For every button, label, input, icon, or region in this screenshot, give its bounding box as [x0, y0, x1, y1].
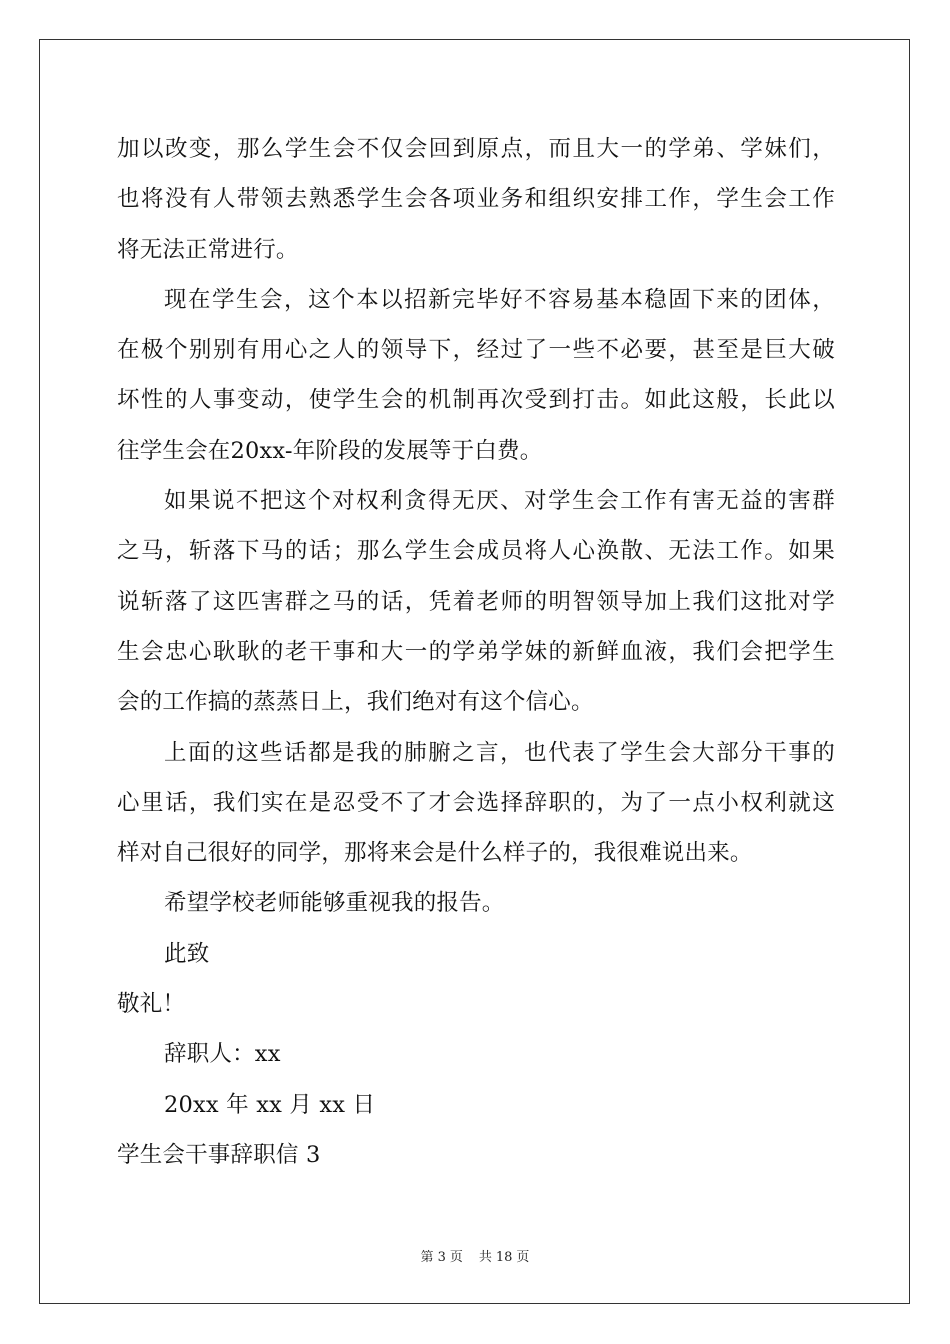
text-line: 在极个别别有用心之人的领导下，经过了一些不必要，甚至是巨大破	[117, 337, 835, 364]
salutation-line: 此致	[164, 940, 210, 967]
footer-page-prefix: 第	[420, 1250, 434, 1265]
text-line: 往学生会在20xx-年阶段的发展等于白费。	[117, 437, 543, 464]
date-line: 20xx 年 xx 月 xx 日	[164, 1091, 376, 1118]
paragraph-start: 现在学生会，这个本以招新完毕好不容易基本稳固下来的团体，	[164, 286, 835, 313]
page-footer	[0, 1246, 950, 1265]
text-line: 将无法正常进行。	[117, 236, 299, 263]
text-line: 之马，斩落下马的话；那么学生会成员将人心涣散、无法工作。如果	[117, 538, 835, 565]
text-line: 会的工作搞的蒸蒸日上，我们绝对有这个信心。	[117, 689, 594, 716]
text-line: 心里话，我们实在是忍受不了才会选择辞职的，为了一点小权利就这	[117, 789, 835, 816]
text-line: 生会忠心耿耿的老干事和大一的学弟学妹的新鲜血液，我们会把学生	[117, 638, 835, 665]
document-body	[117, 124, 835, 1180]
footer-total-prefix: 共	[478, 1250, 492, 1265]
footer-total-pages: 18	[495, 1250, 513, 1265]
paragraph-start: 上面的这些话都是我的肺腑之言，也代表了学生会大部分干事的	[164, 739, 835, 766]
text-line: 坏性的人事变动，使学生会的机制再次受到打击。如此这般，长此以	[117, 387, 835, 414]
footer-total-suffix: 页	[516, 1250, 530, 1265]
text-line: 样对自己很好的同学，那将来会是什么样子的，我很难说出来。	[117, 840, 753, 867]
text-line: 也将没有人带领去熟悉学生会各项业务和组织安排工作，学生会工作	[117, 186, 835, 213]
salutation-line: 敬礼！	[117, 991, 186, 1018]
footer-page-suffix: 页	[449, 1250, 463, 1265]
text-line: 加以改变，那么学生会不仅会回到原点，而且大一的学弟、学妹们，	[117, 136, 835, 162]
paragraph-start: 如果说不把这个对权利贪得无厌、对学生会工作有害无益的害群	[164, 488, 835, 515]
footer-page-number: 3	[437, 1250, 446, 1265]
section-heading: 学生会干事辞职信 3	[117, 1141, 321, 1168]
text-line: 说斩落了这匹害群之马的话，凭着老师的明智领导加上我们这批对学	[117, 588, 835, 615]
signature-line: 辞职人：xx	[164, 1041, 281, 1068]
closing-request: 希望学校老师能够重视我的报告。	[164, 890, 505, 917]
